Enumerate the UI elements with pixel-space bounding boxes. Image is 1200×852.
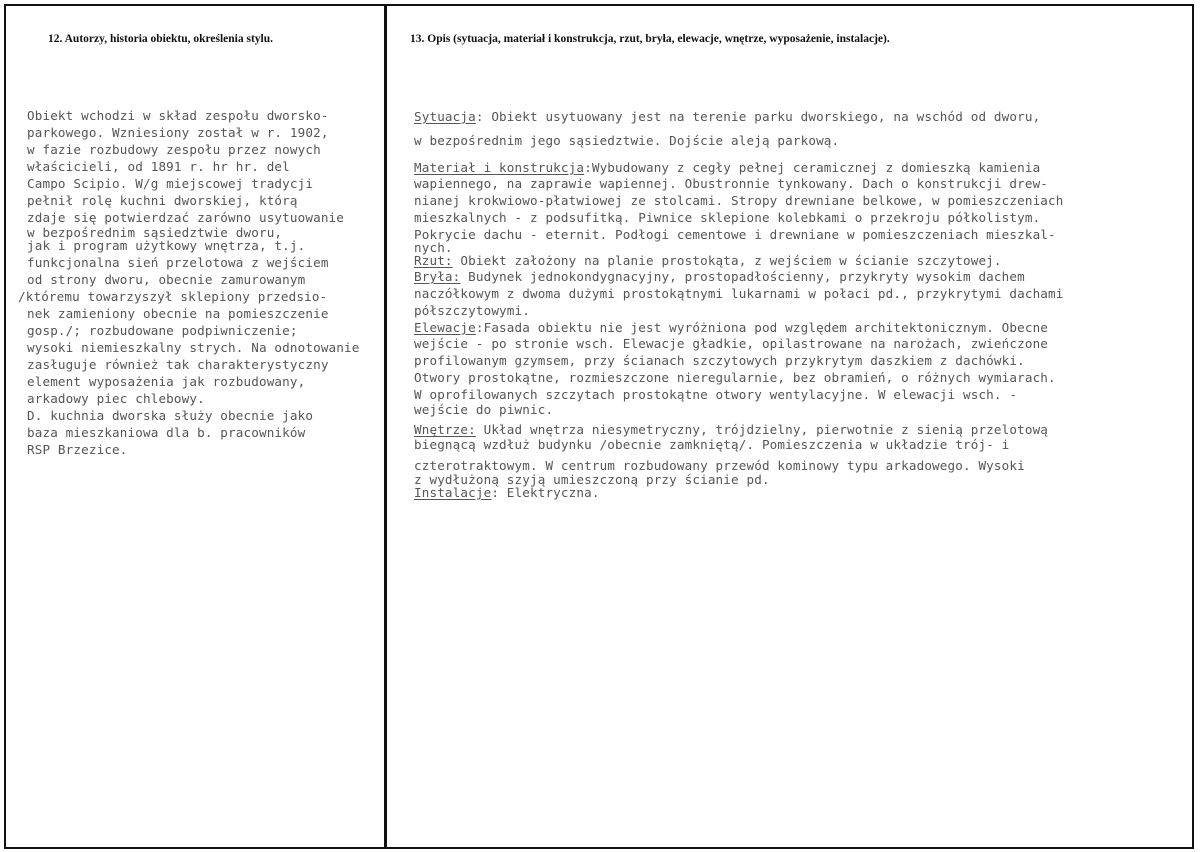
elewacje-line: profilowanym gzymsem, przy ścianach szczytowych przykrytym daszkiem z dachówki. (414, 353, 1025, 368)
history-line: element wyposażenia jak rozbudowany, (27, 374, 306, 389)
sytuacja-label: Sytuacja (414, 109, 476, 124)
wnetrze-line: biegnącą wzdłuż budynku /obecnie zamkniętą/. Pomieszczenia w układzie trój- i (414, 437, 1010, 452)
section-12-header: 12. Autorzy, historia obiektu, określenia stylu. (48, 33, 274, 45)
history-line: pełnił rolę kuchni dworskiej, którą (27, 193, 298, 208)
material-line: nych. (414, 240, 453, 255)
elewacje-line: W oprofilowanych szczytach prostokątne otwory wentylacyjne. W elewacji wsch. - (414, 387, 1018, 402)
instalacje-label: Instalacje (414, 485, 492, 500)
section-13-header: 13. Opis (sytuacja, materiał i konstrukcja, rzut, bryła, elewacje, wnętrze, wyposażenie, instalacje). (410, 33, 890, 45)
bryla-line: półszczytowymi. (414, 303, 530, 318)
sytuacja-line: w bezpośrednim jego sąsiedztwie. Dojście aleją parkową. (414, 133, 840, 148)
elewacje-label: Elewacje (414, 320, 476, 335)
history-line: D. kuchnia dworska służy obecnie jako (27, 408, 314, 423)
history-line: Campo Scipio. W/g miejscowej tradycji (27, 176, 314, 191)
history-line: właścicieli, od 1891 r. hr hr. del (27, 159, 290, 174)
wnetrze-line: czterotraktowym. W centrum rozbudowany przewód kominowy typu arkadowego. Wysoki (414, 458, 1025, 473)
history-line: parkowego. Wzniesiony został w r. 1902, (27, 125, 329, 140)
bryla-label: Bryła: (414, 269, 461, 284)
history-line: /któremu towarzyszył sklepiony przedsio- (18, 289, 328, 304)
column-divider (384, 4, 387, 849)
history-line: w bezpośrednim sąsiedztwie dworu, (27, 225, 283, 240)
history-line: arkadowy piec chlebowy. (27, 391, 205, 406)
history-line: od strony dworu, obecnie zamurowanym (27, 272, 306, 287)
history-line: w fazie rozbudowy zespołu przez nowych (27, 142, 321, 157)
bryla-text: Budynek jednokondygnacyjny, prostopadłościenny, przykryty wysokim dachem (460, 269, 1025, 284)
history-line: jak i program użytkowy wnętrza, t.j. (27, 238, 306, 253)
history-line: RSP Brzezice. (27, 442, 128, 457)
material-line: Pokrycie dachu - eternit. Podłogi cementowe i drewniane w pomieszczeniach mieszkal- (414, 227, 1056, 242)
sytuacja-text: : Obiekt usytuowany jest na terenie parku dworskiego, na wschód od dworu, (475, 109, 1041, 124)
wnetrze-text: Układ wnętrza niesymetryczny, trójdzielny, pierwotnie z sienią przelotową (475, 422, 1049, 437)
instalacje-line (414, 485, 600, 500)
elewacje-line: wejście do piwnic. (414, 402, 554, 417)
wnetrze-line (414, 422, 1048, 437)
wnetrze-label: Wnętrze: (414, 422, 476, 437)
history-line: funkcjonalna sień przelotowa z wejściem (27, 255, 329, 270)
elewacje-line (414, 320, 1048, 335)
elewacje-line: Otwory prostokątne, rozmieszczone nieregularnie, bez obramień, o różnych wymiarach. (414, 370, 1056, 385)
material-line: mieszkalnych - z podsufitką. Piwnice sklepione kolebkami o przekroju półkolistym. (414, 210, 1041, 225)
material-line: wapiennego, na zaprawie wapiennej. Obustronnie tynkowany. Dach o konstrukcji drew- (414, 176, 1049, 191)
rzut-line (414, 253, 1002, 268)
wnetrze-line: z wydłużoną szyją umieszczoną przy ścianie pd. (414, 472, 770, 487)
history-line: nek zamieniony obecnie na pomieszczenie (27, 306, 329, 321)
history-line: gosp./; rozbudowane podpiwniczenie; (27, 323, 298, 338)
rzut-label: Rzut: (414, 253, 453, 268)
history-line: zasługuje również tak charakterystyczny (27, 357, 329, 372)
sytuacja-line (414, 109, 1040, 124)
material-text: :Wybudowany z cegły pełnej ceramicznej z domieszką kamienia (584, 160, 1041, 175)
history-line: zdaje się potwierdzać zarówno usytuowanie (27, 210, 345, 225)
history-line: wysoki niemieszkalny strych. Na odnotowanie (27, 340, 360, 355)
elewacje-text: :Fasada obiektu nie jest wyróżniona pod względem architektonicznym. Obecne (475, 320, 1049, 335)
material-label: Materiał i konstrukcja (414, 160, 585, 175)
history-line: baza mieszkaniowa dla b. pracowników (27, 425, 306, 440)
instalacje-text: : Elektryczna. (491, 485, 600, 500)
material-line (414, 160, 1040, 175)
elewacje-line: wejście - po stronie wsch. Elewacje gładkie, opilastrowane na narożach, zwieńczone (414, 336, 1049, 351)
bryla-line: naczółkowym z dwoma dużymi prostokątnymi lukarnami w połaci pd., przykrytymi dachami (414, 286, 1064, 301)
history-line: Obiekt wchodzi w skład zespołu dworsko- (27, 108, 329, 123)
bryla-line (414, 269, 1025, 284)
rzut-text: Obiekt założony na planie prostokąta, z wejściem w ścianie szczytowej. (452, 253, 1002, 268)
material-line: nianej krokwiowo-płatwiowej ze stolcami. Stropy drewniane belkowe, w pomieszczeniach (414, 193, 1064, 208)
